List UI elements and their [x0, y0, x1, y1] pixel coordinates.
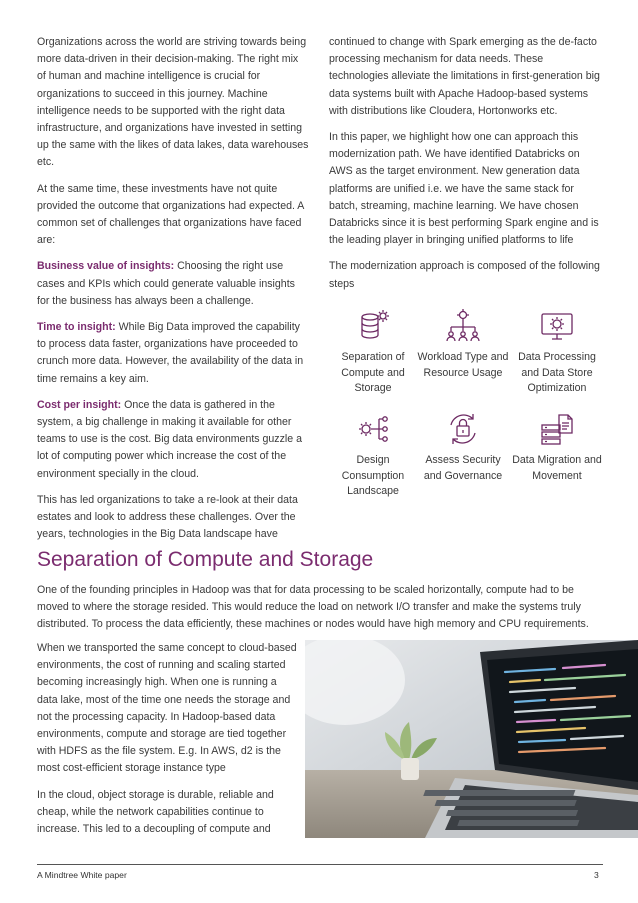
right-column — [329, 34, 601, 302]
challenge-text: Once the data is gathered in the system, a big challenge in making it available for other teams to use is the cost. Big data environments guzzle a lot of computing power which increase the cost of the environment specially in the cloud. — [37, 398, 302, 480]
section-intro: One of the founding principles in Hadoop was that for data processing to be scaled horizontally, compute had to be moved to where the storage resided. This would reduce the load on network I/O transfer and make the systems truly distributed. To process the data efficiently, these machines or nodes would have high memory and CPU requirements. — [37, 584, 589, 631]
gear-network-icon — [353, 411, 393, 447]
challenge-term: Business value of insights: — [37, 260, 175, 273]
step-label: Workload Type and Resource Usage — [417, 351, 509, 379]
step-migration — [511, 411, 603, 484]
footer-publication: A Mindtree White paper — [37, 870, 127, 880]
footer-divider — [37, 864, 603, 865]
challenge-item — [37, 397, 309, 483]
laptop-photo — [305, 640, 638, 838]
paragraph: continued to change with Spark emerging as the de-facto processing mechanism for data needs. These technologies alleviate the limitations in first-generation big data systems built with Apache Hadoop-based systems with distributions like Cloudera, Hortonworks etc. — [329, 36, 600, 117]
section-body — [37, 640, 299, 847]
paragraph: When we transported the same concept to cloud-based environments, the cost of running and scaling started becoming increasingly high. When one is running a data lake, most of the time one needs the storage and not the processing capacity. In Hadoop-based data environments, compute and storage are tied together with HDFS as the file system. E.g. In AWS, d2 is the most cost-efficient storage instance type — [37, 642, 297, 775]
step-label: Data Processing and Data Store Optimization — [518, 351, 596, 394]
step-separation — [327, 308, 419, 397]
step-label: Separation of Compute and Storage — [341, 351, 405, 394]
step-label: Design Consumption Landscape — [341, 454, 405, 497]
step-label: Data Migration and Movement — [512, 454, 602, 482]
paragraph: In the cloud, object storage is durable, reliable and cheap, while the network capabilities continue to increase. This led to a decoupling of compute and — [37, 788, 274, 836]
challenge-item — [37, 258, 309, 310]
paragraph: The modernization approach is composed of the following steps — [329, 260, 600, 290]
challenge-term: Cost per insight: — [37, 398, 122, 411]
challenge-text: While Big Data improved the capability to process data faster, organizations have proceeded to crunch more data. However, the availability of the data in time remains a key aim. — [37, 321, 304, 385]
challenge-item — [37, 319, 309, 388]
paragraph: Organizations across the world are striving towards being more data-driven in their decision-making. The right mix of human and machine intelligence is crucial for organizations to succeed in this journey. Machine intelligence needs to be supported with the right data infrastructure, and organizations have invested in setting up the same with the likes of data lakes, data warehouses etc. — [37, 36, 309, 169]
lock-cycle-icon — [443, 411, 483, 447]
paragraph: This has led organizations to take a re-look at their data estates and look to address these challenges. Over the years, technologies in the Big Data landscape have — [37, 493, 298, 541]
left-column — [37, 34, 309, 552]
page-number: 3 — [594, 870, 599, 880]
hierarchy-gear-icon — [443, 308, 483, 344]
step-label: Assess Security and Governance — [423, 454, 503, 482]
step-design — [327, 411, 419, 500]
challenge-text: Choosing the right use cases and KPIs which could generate valuable insights for the business has always been a challenge. — [37, 260, 295, 307]
database-gear-icon — [353, 308, 393, 344]
server-document-icon — [537, 411, 577, 447]
paragraph: In this paper, we highlight how one can approach this modernization path. We have identified Databricks on AWS as the target environment. New generation data platforms are unified i.e. we have the same stack for batch, streaming, machine learning. We have chosen Databricks since it is best performing Spark engine and is the leading player in bringing unified platforms to life — [329, 131, 599, 247]
challenge-term: Time to insight: — [37, 321, 116, 334]
section-title: Separation of Compute and Storage — [37, 548, 374, 571]
paragraph: At the same time, these investments have not quite provided the outcome that organizations had expected. A common set of challenges that organizations have faced are: — [37, 182, 304, 247]
step-security — [417, 411, 509, 484]
step-workload — [417, 308, 509, 381]
monitor-gear-icon — [537, 308, 577, 344]
step-processing — [511, 308, 603, 397]
